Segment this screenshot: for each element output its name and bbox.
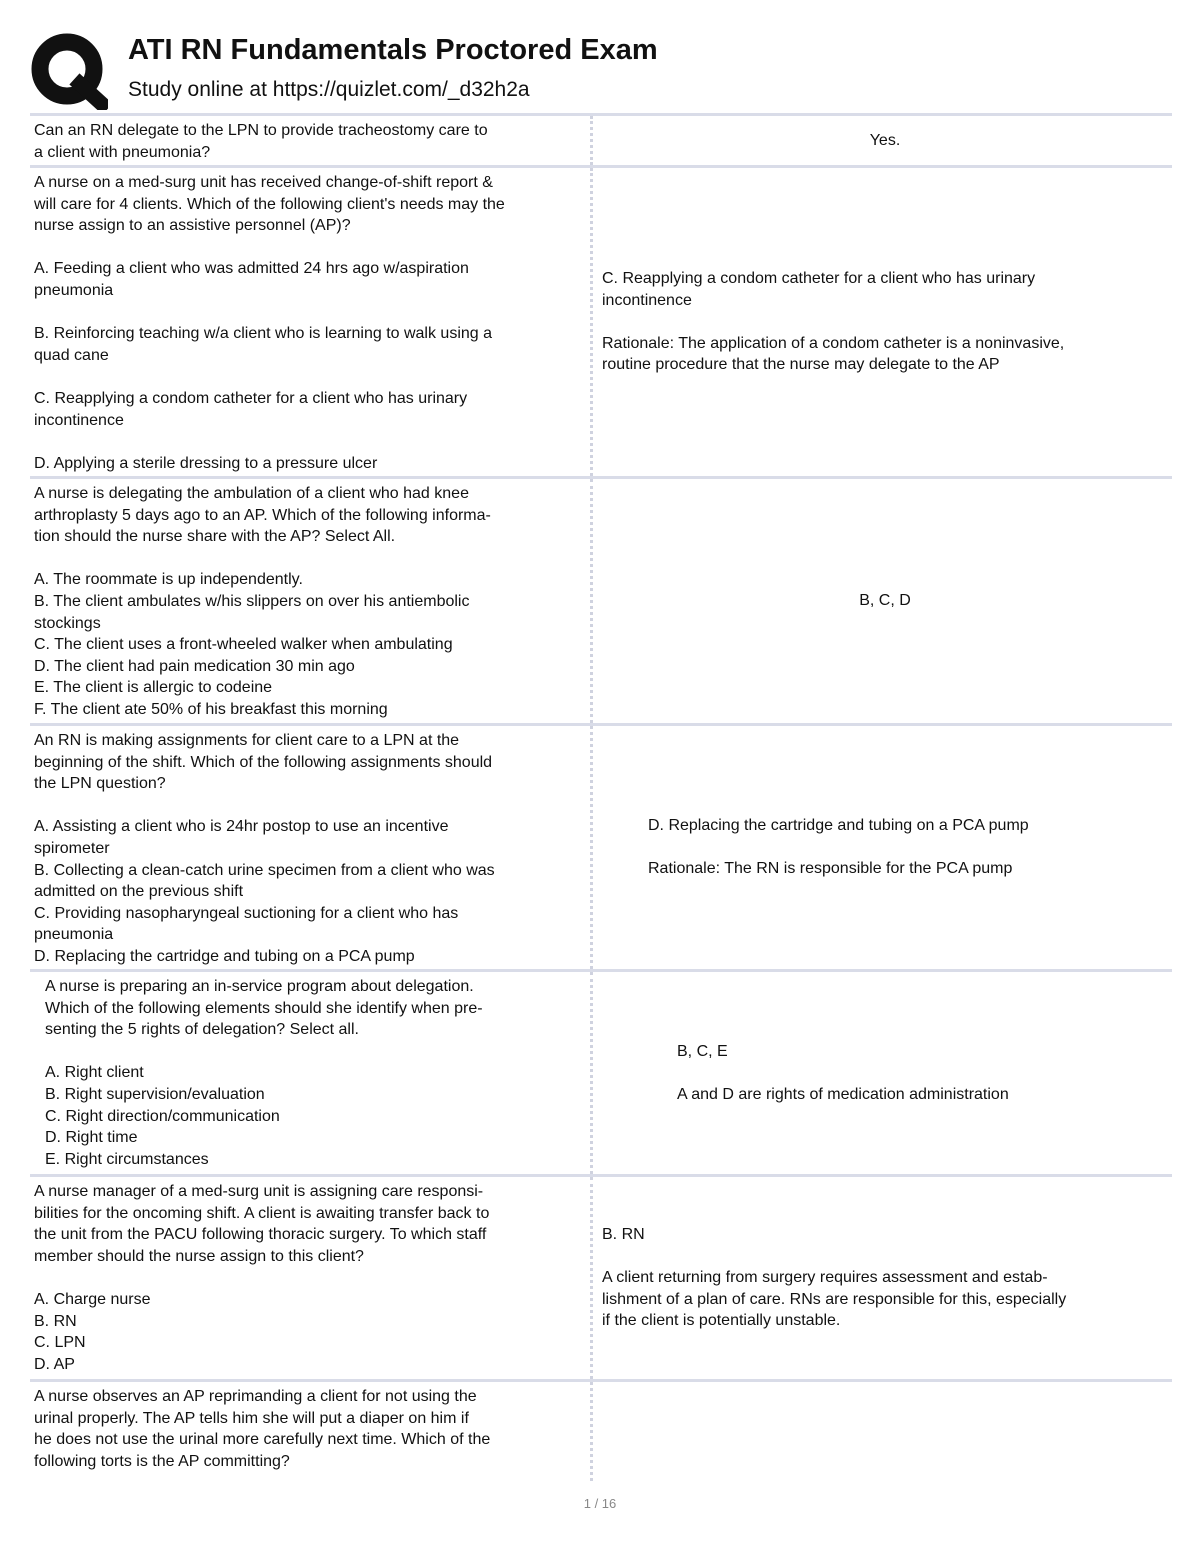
flashcard-row: [30, 476, 1172, 723]
page-subtitle: Study online at https://quizlet.com/_d32h2a: [128, 78, 530, 101]
answer-cell: C. Reapplying a condom catheter for a client who has urinary incontinence Rationale: The application of a condom catheter is a noninvasive, routine procedure that the nurse may delegate to the AP: [602, 270, 1065, 374]
flashcard-row: [30, 723, 1172, 969]
flashcard-table: [30, 113, 1172, 1481]
flashcard-row: [30, 1174, 1172, 1379]
question-cell: An RN is making assignments for client care to a LPN at the beginning of the shift. Which of the following assignments should the LPN question? A. Assisting a client who is 24hr postop to use an incentive spirometer B. Collecting a clean-catch urine specimen from a client who was admitted on the previous shift C. Providing nasopharyngeal suctioning for a client who has pneumonia D. Replacing the cartridge and tubing on a PCA pump: [30, 726, 593, 969]
answer-cell: B, C, E A and D are rights of medication administration: [677, 1042, 1009, 1103]
page-header: [30, 30, 1172, 112]
flashcard-row: [30, 1379, 1172, 1481]
page-indicator: 1 / 16: [583, 1496, 617, 1511]
answer-cell: D. Replacing the cartridge and tubing on a PCA pump Rationale: The RN is responsible for the PCA pump: [648, 817, 1029, 878]
flashcard-row: [30, 113, 1172, 165]
flashcard-row: [30, 969, 1172, 1174]
answer-cell: B. RN A client returning from surgery requires assessment and estab- lishment of a plan of care. RNs are responsible for this, especially if the client is potentially unstable.: [602, 1226, 1067, 1330]
answer-cell: B, C, D: [859, 592, 911, 610]
question-cell: A nurse is preparing an in-service program about delegation. Which of the following elements should she identify when pre- senting the 5 rights of delegation? Select all. A. Right client B. Right supervision/evaluation C. Right direction/communication D. Right time E. Right circumstances: [30, 972, 593, 1174]
answer-cell: Yes.: [869, 131, 901, 149]
page-title: ATI RN Fundamentals Proctored Exam: [128, 34, 658, 66]
question-cell: A nurse observes an AP reprimanding a client for not using the urinal properly. The AP tells him she will put a diaper on him if he does not use the urinal more carefully next time. Which of the following torts is the AP committing?: [30, 1382, 593, 1481]
quizlet-q-logo-icon: [30, 32, 108, 110]
question-cell: A nurse on a med-surg unit has received change-of-shift report & will care for 4 clients. Which of the following client's needs may the nurse assign to an assistive personnel (AP)? A. Feeding a client who was admitted 24 hrs ago w/aspiration pneumonia B. Reinforcing teaching w/a client who is learning to walk using a quad cane C. Reapplying a condom catheter for a client who has urinary incontinence D. Applying a sterile dressing to a pressure ulcer: [30, 168, 593, 476]
question-cell: A nurse is delegating the ambulation of a client who had knee arthroplasty 5 days ago to an AP. Which of the following informa- tion should the nurse share with the AP? Select All. A. The roommate is up independently. B. The client ambulates w/his slippers on over his antiembolic stockings C. The client uses a front-wheeled walker when ambulating D. The client had pain medication 30 min ago E. The client is allergic to codeine F. The client ate 50% of his breakfast this morning: [30, 479, 593, 723]
question-cell: A nurse manager of a med-surg unit is assigning care responsi- bilities for the oncoming shift. A client is awaiting transfer back to the unit from the PACU following thoracic surgery. To which staff member should the nurse assign to this client? A. Charge nurse B. RN C. LPN D. AP: [30, 1177, 593, 1379]
flashcard-row: [30, 165, 1172, 476]
answer-cell: [593, 1382, 1172, 1481]
question-cell: Can an RN delegate to the LPN to provide tracheostomy care to a client with pneumonia?: [30, 116, 593, 165]
